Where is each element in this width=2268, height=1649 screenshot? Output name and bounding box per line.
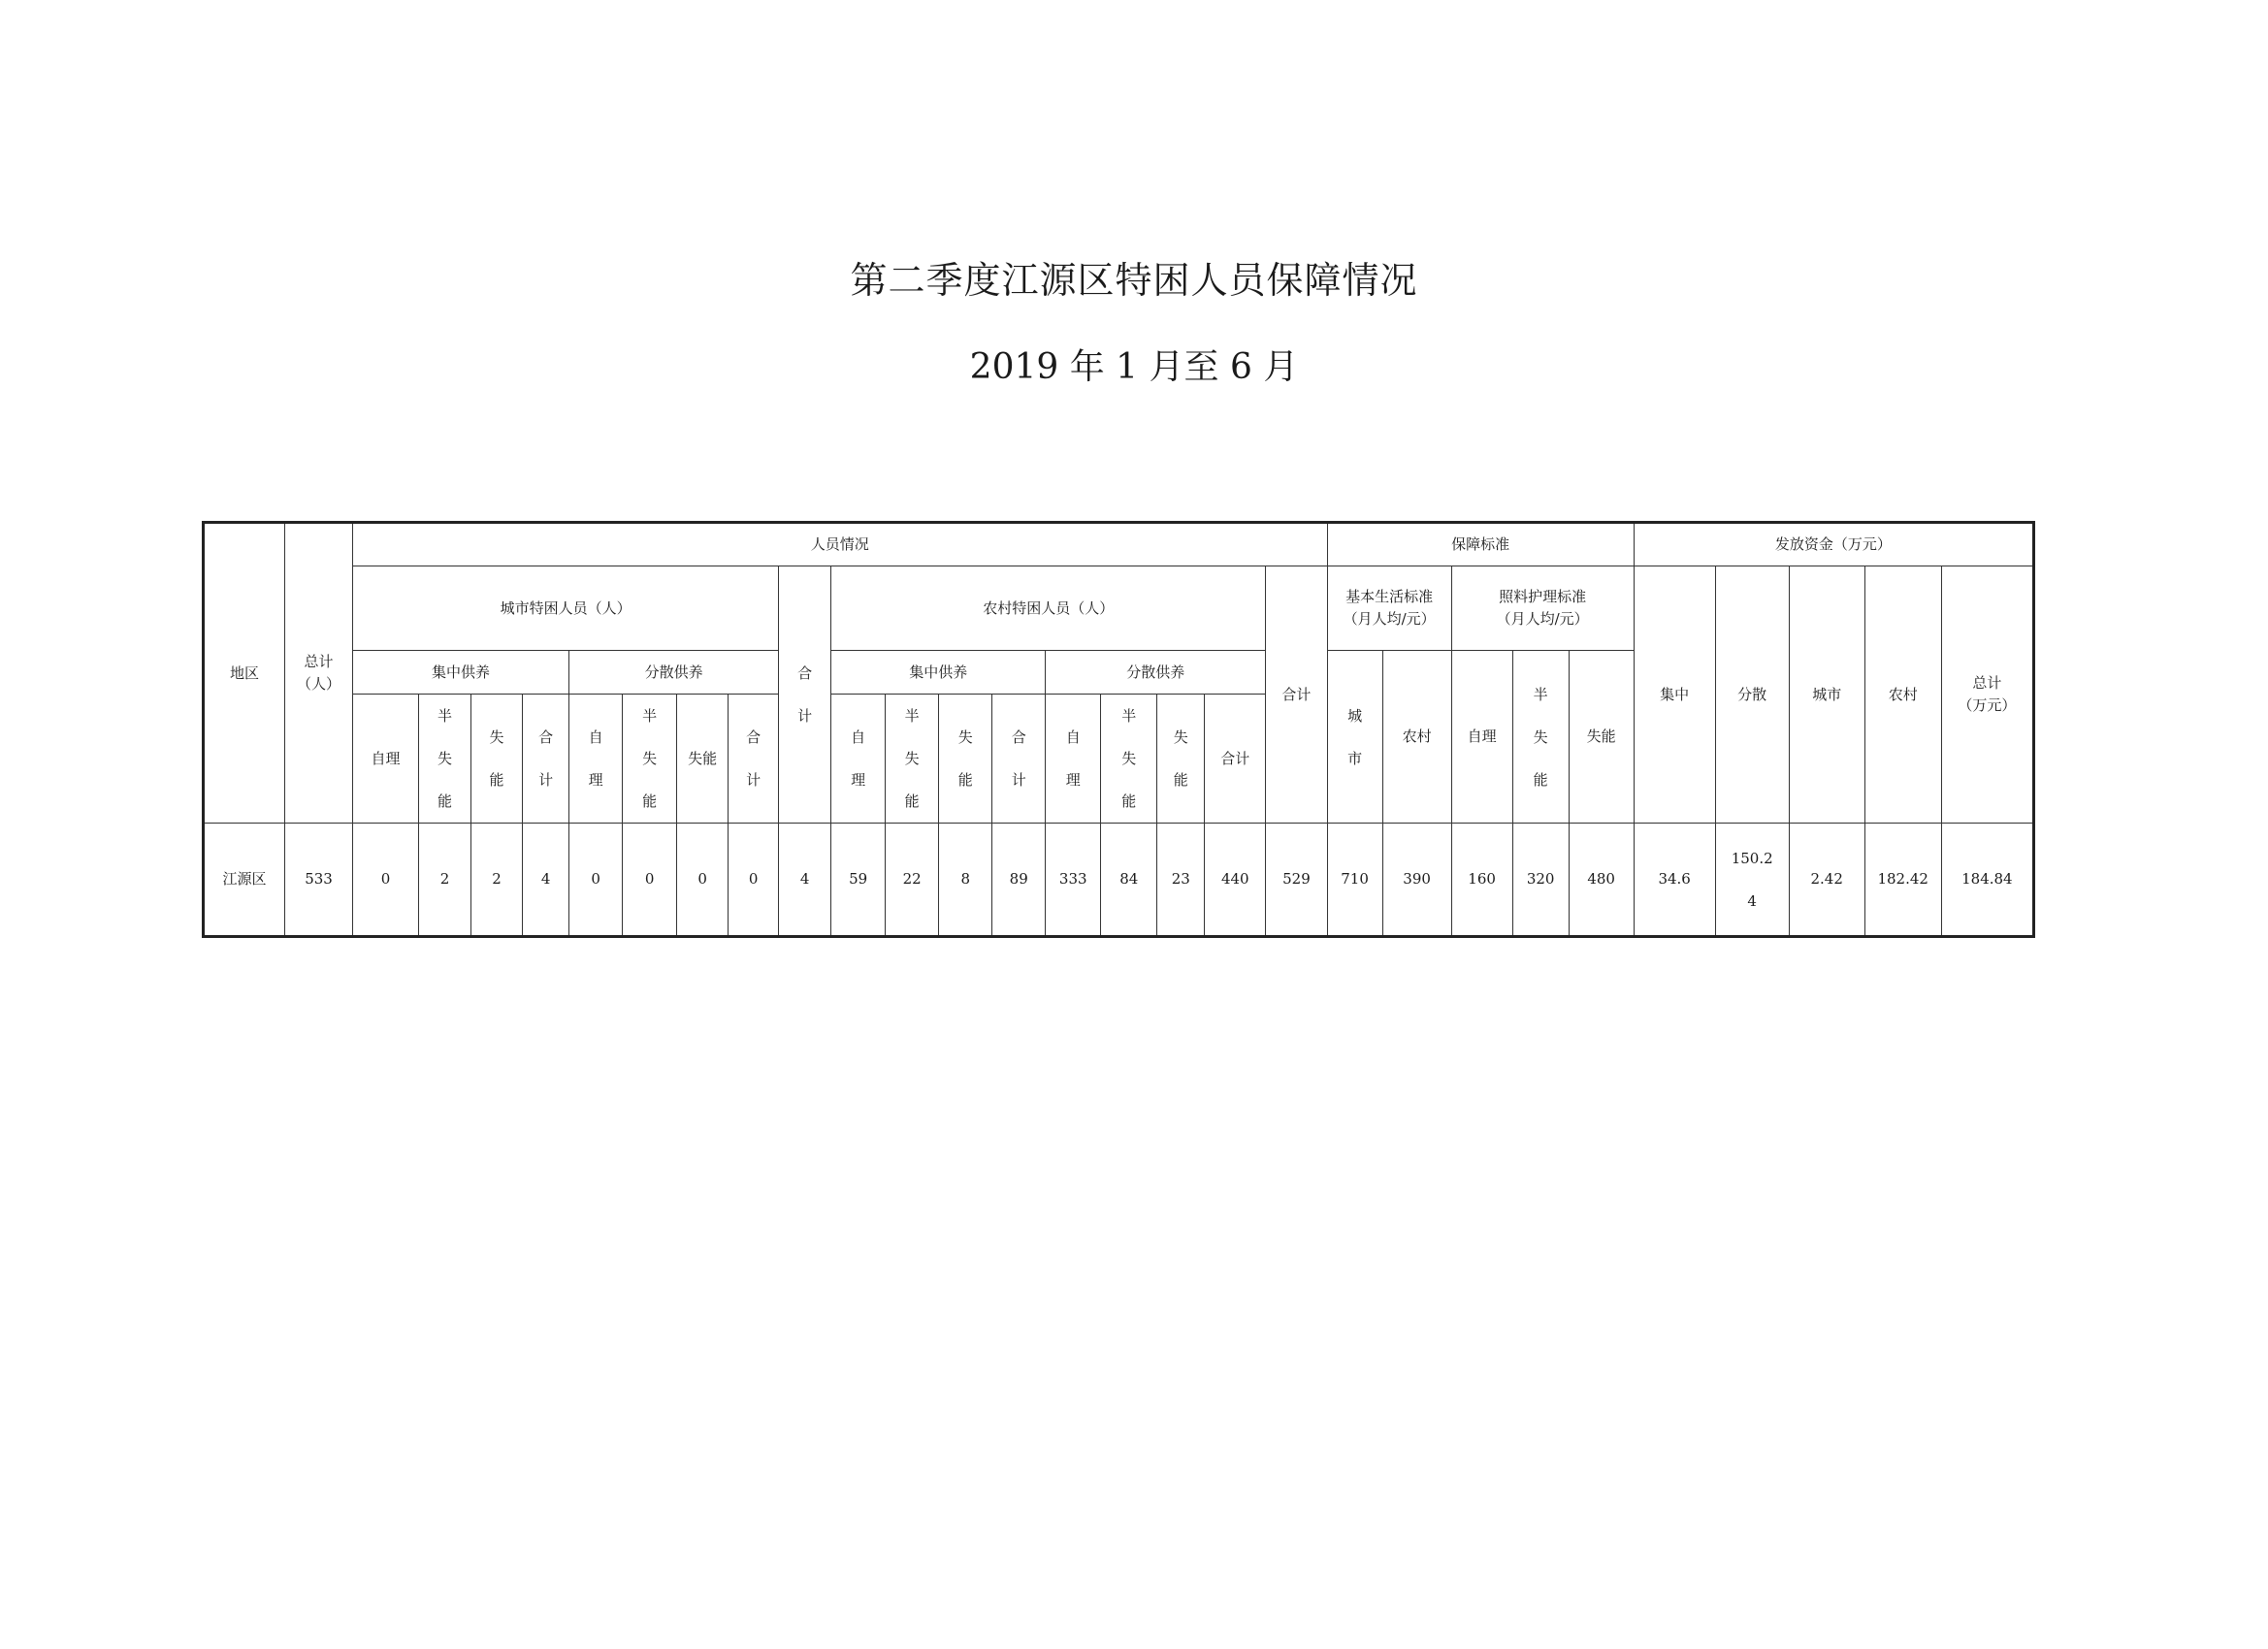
header-rc-semi: 半失能 — [886, 695, 939, 824]
header-rd-self: 自理 — [1046, 695, 1101, 824]
header-region: 地区 — [204, 523, 285, 824]
header-ud-semi: 半失能 — [623, 695, 677, 824]
header-rural-total: 合计 — [1266, 566, 1327, 824]
cell: 0 — [353, 824, 419, 937]
cell: 440 — [1205, 824, 1266, 937]
cell: 150.24 — [1715, 824, 1789, 937]
cell-region: 江源区 — [204, 824, 285, 937]
header-uc-semi: 半失能 — [419, 695, 471, 824]
header-rc-self: 自理 — [831, 695, 886, 824]
header-rural-concentrated: 集中供养 — [831, 651, 1046, 695]
header-rd-total: 合计 — [1205, 695, 1266, 824]
cell: 2 — [471, 824, 523, 937]
cell: 320 — [1512, 824, 1569, 937]
header-rural-dispersed: 分散供养 — [1046, 651, 1266, 695]
cell: 184.84 — [1941, 824, 2033, 937]
header-urban-concentrated: 集中供养 — [353, 651, 569, 695]
cell: 182.42 — [1864, 824, 1941, 937]
header-personnel: 人员情况 — [353, 523, 1328, 566]
header-urban-total: 合计 — [779, 566, 831, 824]
cell: 529 — [1266, 824, 1327, 937]
header-rc-disabled: 失能 — [939, 695, 992, 824]
cell: 34.6 — [1634, 824, 1715, 937]
header-urban: 城市特困人员（人） — [353, 566, 779, 651]
header-fund-concentrated: 集中 — [1634, 566, 1715, 824]
cell: 8 — [939, 824, 992, 937]
cell: 4 — [523, 824, 569, 937]
guarantee-table — [202, 521, 2035, 938]
cell: 4 — [779, 824, 831, 937]
cell: 84 — [1101, 824, 1157, 937]
cell: 89 — [992, 824, 1046, 937]
cell: 333 — [1046, 824, 1101, 937]
header-funds: 发放资金（万元） — [1634, 523, 2033, 566]
header-fund-rural: 农村 — [1864, 566, 1941, 824]
header-basic-living: 基本生活标准 （月人均/元） — [1327, 566, 1451, 651]
header-uc-disabled: 失能 — [471, 695, 523, 824]
cell: 23 — [1157, 824, 1205, 937]
cell: 2 — [419, 824, 471, 937]
header-care-semi: 半失能 — [1512, 651, 1569, 824]
cell: 59 — [831, 824, 886, 937]
header-basic-rural: 农村 — [1382, 651, 1451, 824]
cell: 0 — [623, 824, 677, 937]
header-total: 总计 （人） — [285, 523, 353, 824]
table-row — [204, 824, 2034, 937]
page-title: 第二季度江源区特困人员保障情况 — [850, 259, 1418, 302]
header-basic-city: 城市 — [1327, 651, 1382, 824]
header-rural: 农村特困人员（人） — [831, 566, 1266, 651]
cell: 0 — [729, 824, 779, 937]
header-fund-city: 城市 — [1789, 566, 1864, 824]
header-fund-total: 总计 （万元） — [1941, 566, 2033, 824]
page-subtitle: 2019 年 1 月至 6 月 — [969, 347, 1299, 387]
header-rd-semi: 半失能 — [1101, 695, 1157, 824]
cell: 0 — [677, 824, 729, 937]
header-fund-dispersed: 分散 — [1715, 566, 1789, 824]
cell: 160 — [1451, 824, 1512, 937]
header-ud-self: 自理 — [569, 695, 623, 824]
cell: 2.42 — [1789, 824, 1864, 937]
header-standard: 保障标准 — [1327, 523, 1634, 566]
header-urban-dispersed: 分散供养 — [569, 651, 779, 695]
cell: 480 — [1569, 824, 1634, 937]
cell-total: 533 — [285, 824, 353, 937]
header-rd-disabled: 失能 — [1157, 695, 1205, 824]
header-care-standard: 照料护理标准 （月人均/元） — [1451, 566, 1634, 651]
header-uc-self: 自理 — [353, 695, 419, 824]
cell: 390 — [1382, 824, 1451, 937]
cell: 22 — [886, 824, 939, 937]
header-care-self: 自理 — [1451, 651, 1512, 824]
header-uc-total: 合计 — [523, 695, 569, 824]
header-rc-total: 合计 — [992, 695, 1046, 824]
cell: 710 — [1327, 824, 1382, 937]
header-ud-total: 合计 — [729, 695, 779, 824]
header-care-disabled: 失能 — [1569, 651, 1634, 824]
header-ud-disabled: 失能 — [677, 695, 729, 824]
cell: 0 — [569, 824, 623, 937]
